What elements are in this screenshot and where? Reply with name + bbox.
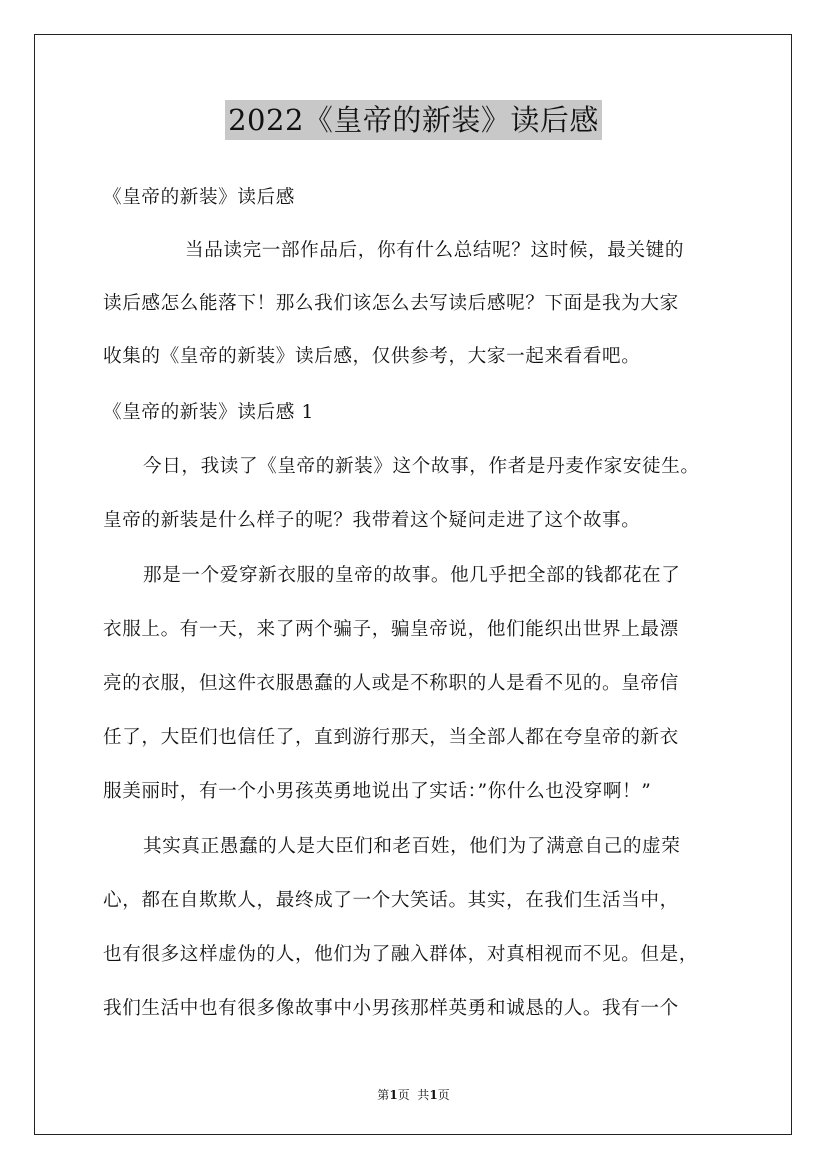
- paragraph-line: 心，都在自欺欺人，最终成了一个大笑话。其实，在我们生活当中，: [103, 890, 679, 911]
- footer-page-total: 1: [429, 1088, 438, 1102]
- paragraph-line: 我们生活中也有很多像故事中小男孩那样英勇和诚恳的人。我有一个: [103, 998, 679, 1019]
- paragraph-line: 今日，我读了《皇帝的新装》这个故事，作者是丹麦作家安徒生。: [143, 456, 700, 477]
- paragraph-line: 也有很多这样虚伪的人，他们为了融入群体，对真相视而不见。但是，: [103, 944, 699, 965]
- footer-suffix: 页: [437, 1088, 450, 1102]
- paragraph-line: 读后感怎么能落下！那么我们该怎么去写读后感呢？下面是我为大家: [103, 293, 679, 314]
- title-container: [0, 100, 827, 140]
- section-heading: 《皇帝的新装》读后感 1: [103, 402, 314, 423]
- subtitle-line: 《皇帝的新装》读后感: [103, 187, 295, 208]
- page-footer: [0, 1086, 827, 1103]
- paragraph-line: 当品读完一部作品后，你有什么总结呢？这时候，最关键的: [185, 240, 685, 261]
- paragraph-line: 收集的《皇帝的新装》读后感，仅供参考，大家一起来看看吧。: [103, 346, 641, 367]
- paragraph-line: 衣服上。有一天，来了两个骗子，骗皇帝说，他们能织出世界上最漂: [103, 619, 679, 640]
- footer-page-number: 1: [389, 1088, 398, 1102]
- paragraph-line: 亮的衣服，但这件衣服愚蠢的人或是不称职的人是看不见的。皇帝信: [103, 673, 679, 694]
- paragraph-line: 服美丽时，有一个小男孩英勇地说出了实话：”你什么也没穿啊！”: [103, 781, 652, 802]
- paragraph-line: 其实真正愚蠢的人是大臣们和老百姓，他们为了满意自己的虚荣: [143, 836, 681, 857]
- paragraph-line: 皇帝的新装是什么样子的呢？我带着这个疑问走进了这个故事。: [103, 510, 641, 531]
- paragraph-line: 那是一个爱穿新衣服的皇帝的故事。他几乎把全部的钱都花在了: [143, 565, 681, 586]
- footer-middle: 页 共: [397, 1088, 430, 1102]
- paragraph-line: 任了，大臣们也信任了，直到游行那天，当全部人都在夸皇帝的新衣: [103, 727, 679, 748]
- document-title: 2022《皇帝的新装》读后感: [225, 100, 602, 140]
- footer-prefix: 第: [377, 1088, 390, 1102]
